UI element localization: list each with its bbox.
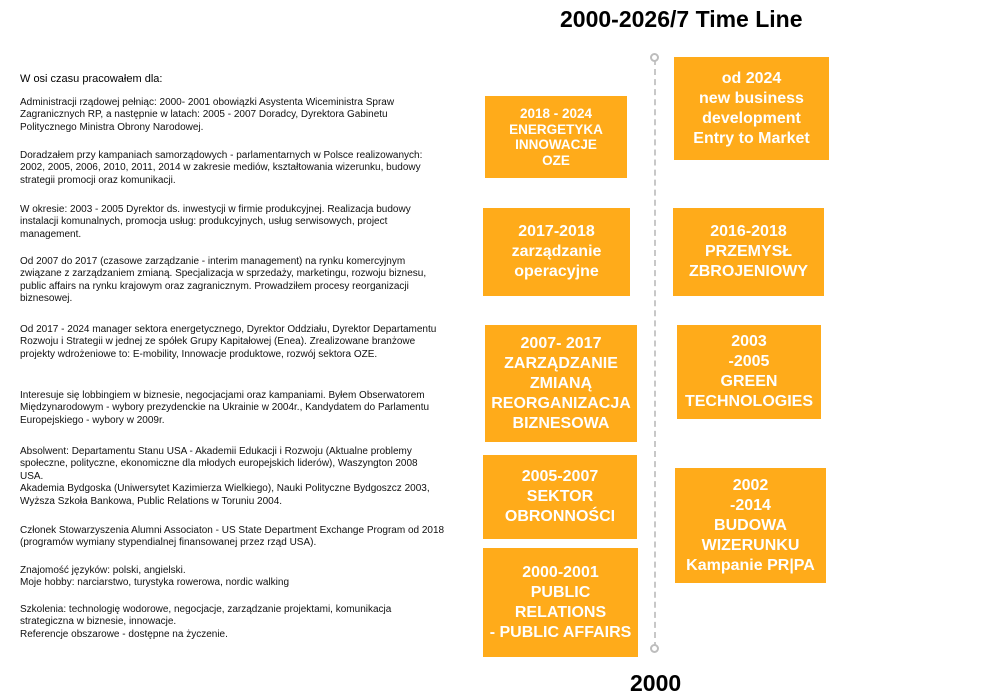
bio-line: Znajomość języków: polski, angielski.	[20, 565, 186, 576]
bio-line: USA.	[20, 470, 44, 482]
bio-line: Szkolenia: technologię wodorowe, negocjacje, zarządzanie projektami, komunikacja	[20, 604, 392, 615]
bio-paragraph-energy	[20, 324, 465, 361]
bio-line: Akademia Bydgoska (Uniwersytet Kazimierza Wielkiego), Nauki Polityczne Bydgoszcz 2003,	[20, 483, 430, 495]
bio-paragraph-investment	[20, 204, 465, 241]
box-label: 2002 -2014 BUDOWA WIZERUNKU Kampanie PR|PA	[686, 476, 815, 574]
bio-line: Od 2007 do 2017 (czasowe zarządzanie - interim management) na rynku komercyjnym	[20, 256, 406, 267]
timeline-box-energy	[485, 96, 627, 178]
box-label: od 2024 new business development Entry to Market	[693, 69, 810, 147]
timeline-axis	[654, 59, 656, 648]
timeline-box-image-building	[675, 468, 826, 583]
bio-line: strategii promocji oraz komunikacji.	[20, 174, 176, 186]
bio-line: Referencje obszarowe - dostępne na życzenie.	[20, 628, 228, 640]
bio-paragraph-interim	[20, 256, 465, 306]
timeline-bottom-dot	[650, 644, 659, 653]
timeline-box-change-management	[485, 325, 637, 442]
bio-line: Wyższa Szkoła Bankowa, Public Relations w Toruniu 2004.	[20, 495, 283, 507]
timeline-box-defence	[483, 455, 637, 539]
bio-line: Europejskiego - wybory w 2009r.	[20, 414, 165, 426]
bio-line: public affairs na rynku krajowym oraz zagranicznym. Prowadziłem procesy reorganizacji	[20, 280, 409, 292]
bio-line: Członek Stowarzyszenia Alumni Associaton - US State Department Exchange Program od 2018	[20, 525, 445, 536]
page-title: 2000-2026/7 Time Line	[560, 6, 803, 32]
bio-line: Zagranicznych RP, a następnie w latach: 2005 - 2007 Doradcy, Dyrektora Gabinetu	[20, 109, 388, 121]
bio-line: Międzynarodowym - wybory prezydenckie na Ukrainie w 2004r., Kandydatem do Parlamentu	[20, 402, 430, 414]
timeline-box-public-relations	[483, 548, 638, 657]
bio-line: Interesuje się lobbingiem w biznesie, negocjacjami oraz kampaniami. Byłem Obserwatorem	[20, 390, 425, 401]
bio-line: (programów wymiany stypendialnej finansowanej przez rząd USA).	[20, 537, 317, 549]
timeline-top-dot	[650, 53, 659, 62]
bio-paragraph-lobbying	[20, 390, 465, 427]
box-label: 2005-2007 SEKTOR OBRONNOŚCI	[504, 468, 616, 525]
bio-line: Administracji rządowej pełniąc: 2000- 2001 obowiązki Asystenta Wiceministra Spraw	[20, 97, 395, 108]
box-label: 2007- 2017 ZARZĄDZANIE ZMIANĄ REORGANIZACJA BIZNESOWA	[491, 334, 631, 432]
bio-line: W okresie: 2003 - 2005 Dyrektor ds. inwestycji w firmie produkcyjnej. Realizacja budowy	[20, 204, 411, 215]
bio-paragraph-languages	[20, 565, 465, 590]
timeline-box-business-development	[674, 57, 829, 160]
timeline-box-green-technologies	[677, 325, 821, 419]
timeline-box-operations	[483, 208, 630, 296]
box-label: 2003 -2005 GREEN TECHNOLOGIES	[684, 333, 813, 410]
bio-line: strategiczna w biznesie, innowacje.	[20, 616, 177, 628]
bio-line: management.	[20, 228, 82, 240]
bio-paragraph-education	[20, 446, 465, 508]
timeline-start-year: 2000	[630, 670, 682, 696]
bio-line: projekty wdrożeniowe to: E-mobility, Innowacje produktowe, rozwój sektora OZE.	[20, 348, 378, 360]
box-label: 2017-2018 zarządzanie operacyjne	[511, 223, 602, 280]
bio-line: Absolwent: Departamentu Stanu USA - Akademii Edukacji i Rozwoju (Aktualne problemy	[20, 446, 412, 457]
bio-line: Rozwoju i Strategii w jednej ze spółek Grupy Kapitałowej (Enea). Zrealizowane branżowe	[20, 336, 416, 348]
bio-line: związane z zarządzaniem zmianą. Specjalizacja w sprzedaży, marketingu, rozwoju biznesu,	[20, 268, 427, 280]
box-label: 2000-2001 PUBLIC RELATIONS - PUBLIC AFFAIRS	[489, 563, 632, 641]
bio-line: Politycznego Ministra Obrony Narodowej.	[20, 121, 204, 133]
bio-paragraph-administration	[20, 97, 465, 134]
bio-line: 2002, 2005, 2006, 2010, 2011, 2014 w zakresie mediów, kształtowania wizerunku, budowy	[20, 162, 421, 174]
bio-line: Moje hobby: narciarstwo, turystyka rowerowa, nordic walking	[20, 577, 289, 589]
bio-line: instalacji komunalnych, promocja usług: produkcyjnych, usług serwisowych, project	[20, 216, 388, 228]
timeline-box-arms-industry	[673, 208, 824, 296]
box-label: 2018 - 2024 ENERGETYKA INNOWACJE OZE	[509, 106, 603, 168]
box-label: 2016-2018 PRZEMYSŁ ZBROJENIOWY	[688, 223, 809, 280]
bio-line: Od 2017 - 2024 manager sektora energetycznego, Dyrektor Oddziału, Dyrektor Departamentu	[20, 324, 437, 335]
bio-line: społeczne, polityczne, ekonomiczne dla młodych europejskich liderów), Waszyngton 2008	[20, 458, 418, 470]
intro-text: W osi czasu pracowałem dla:	[20, 73, 163, 85]
bio-line: biznesowej.	[20, 293, 73, 305]
bio-line: Doradzałem przy kampaniach samorządowych - parlamentarnych w Polsce realizowanych:	[20, 150, 423, 161]
bio-paragraph-alumni	[20, 525, 465, 550]
bio-paragraph-training	[20, 604, 465, 641]
bio-paragraph-campaigns	[20, 150, 465, 187]
